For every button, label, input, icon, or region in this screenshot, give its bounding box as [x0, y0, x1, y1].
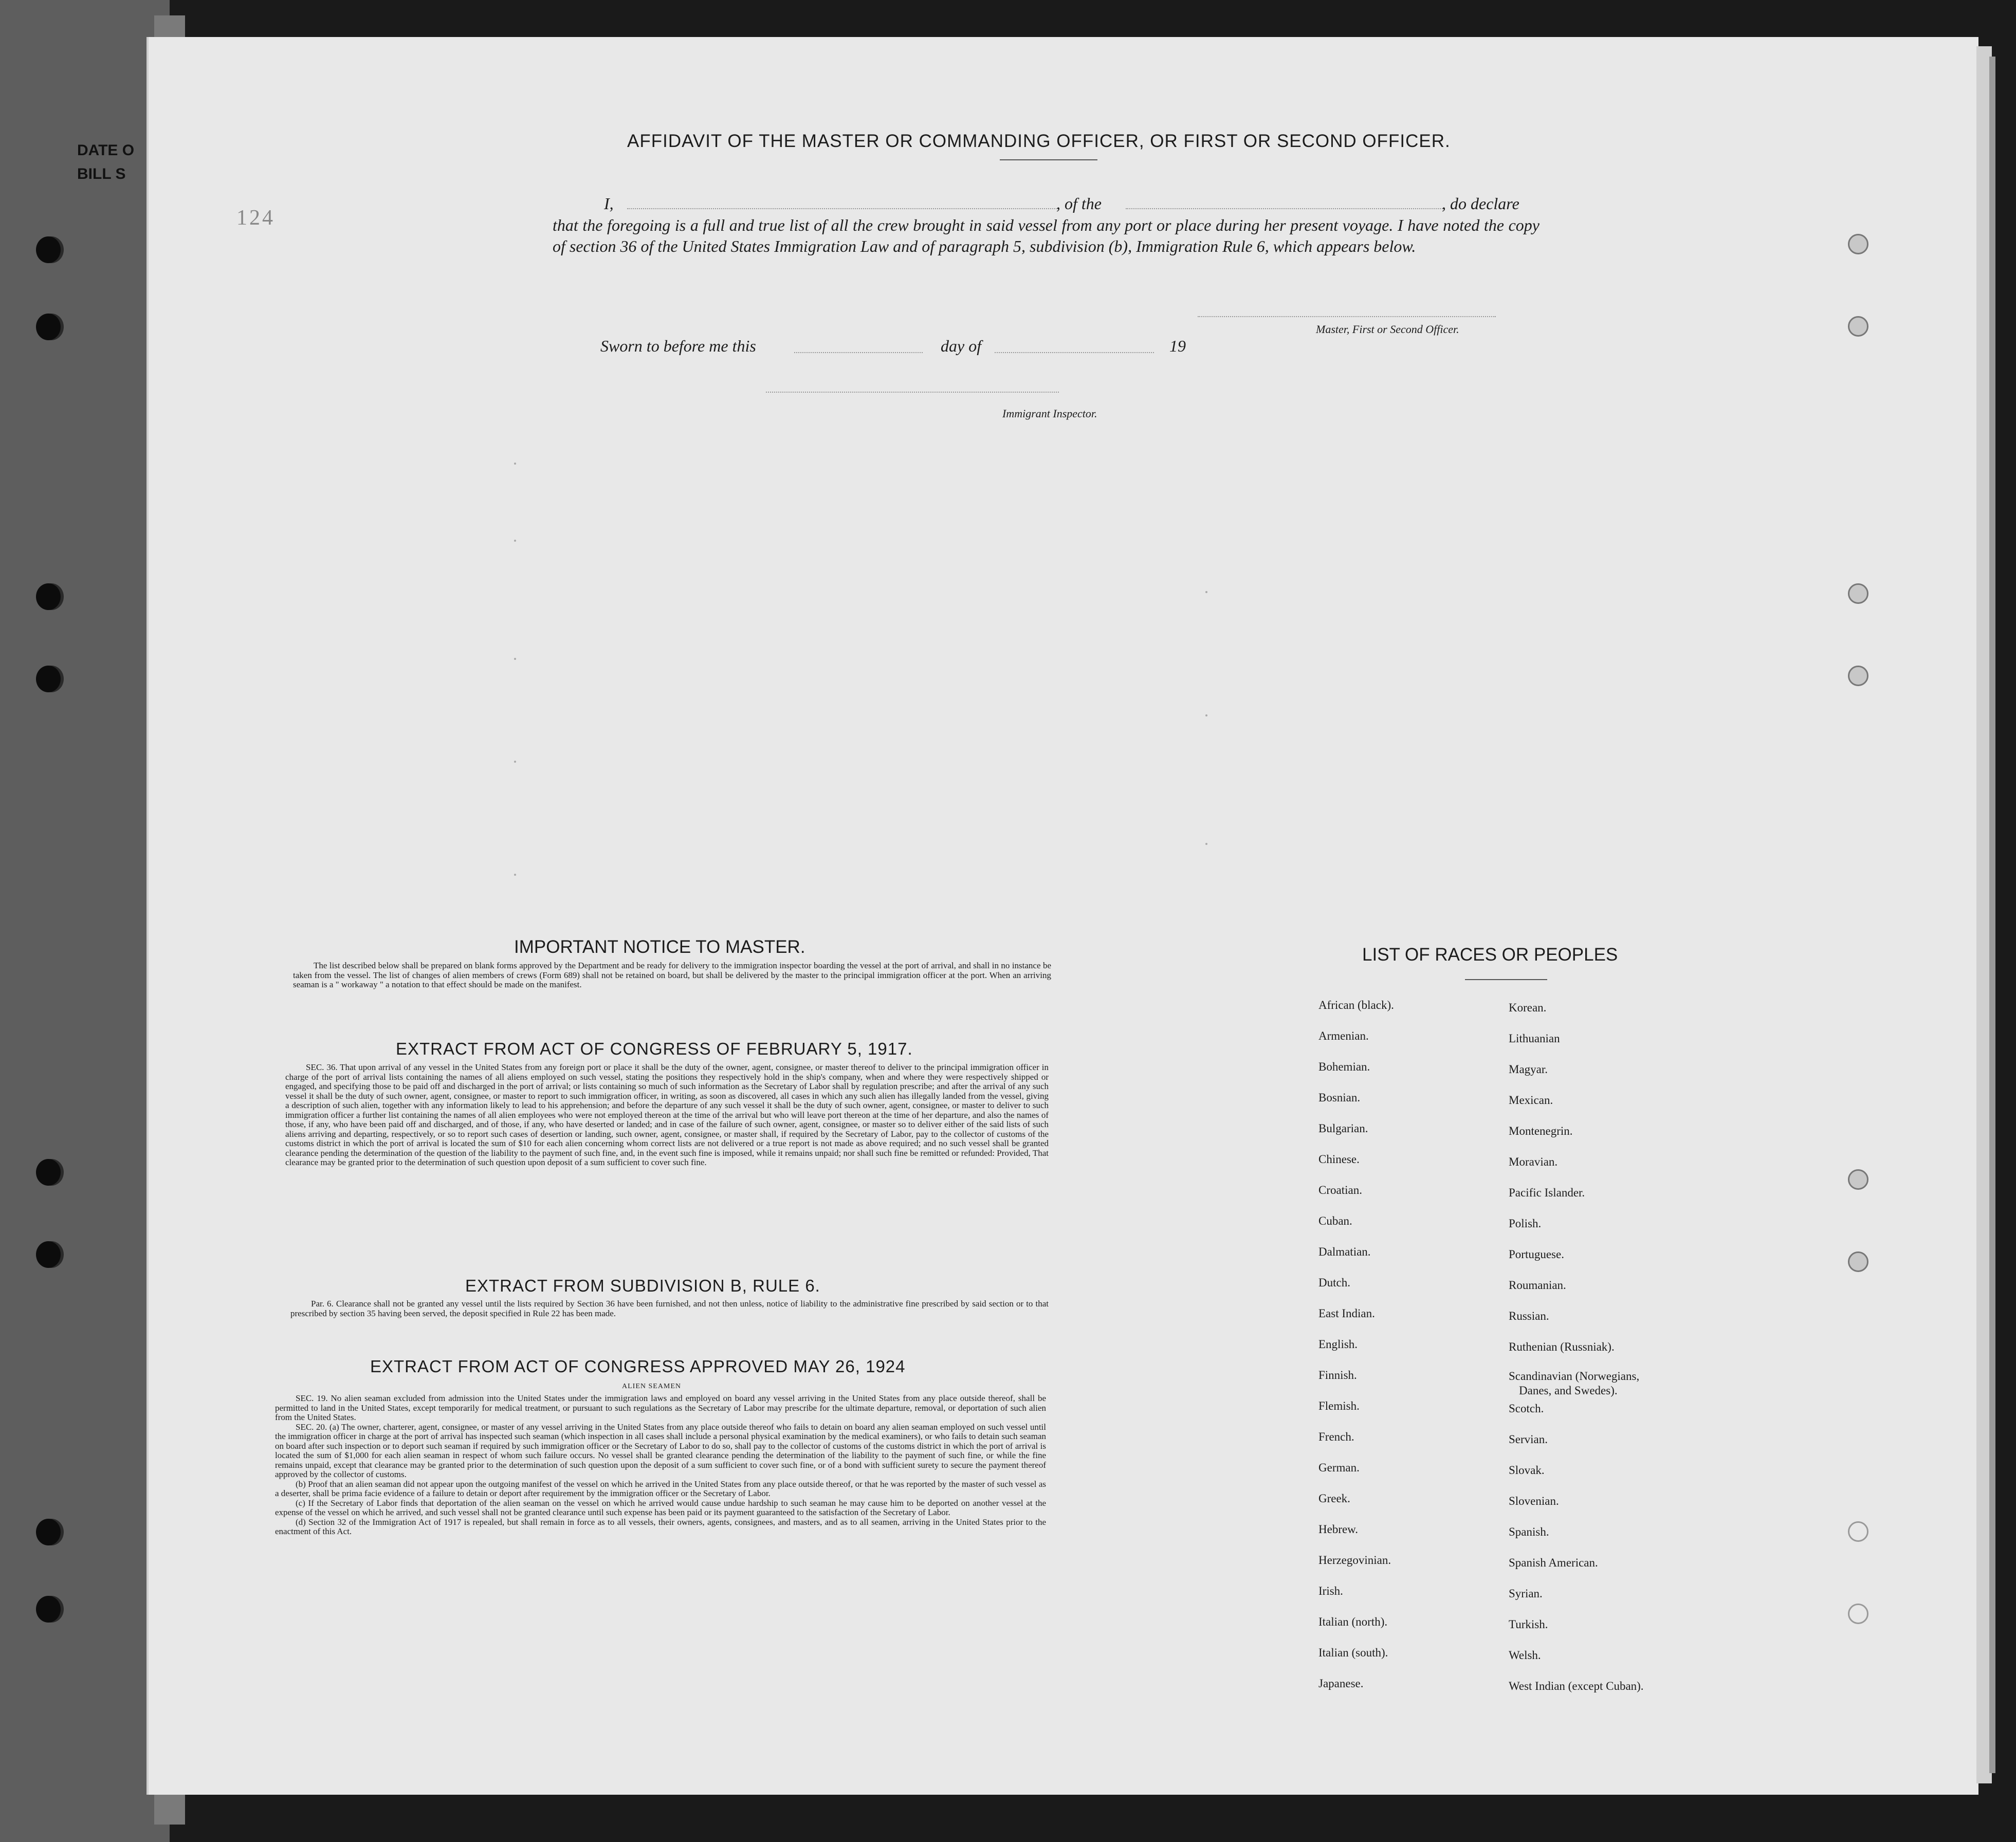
- punch-ring: [1848, 666, 1868, 686]
- vessel-name-field[interactable]: [1126, 208, 1444, 209]
- notice-title: IMPORTANT NOTICE TO MASTER.: [514, 937, 805, 957]
- race-item: Flemish.: [1318, 1399, 1360, 1412]
- race-item: Magyar.: [1509, 1063, 1548, 1076]
- notice-text: [293, 961, 1051, 990]
- races-rule: [1465, 979, 1547, 980]
- race-item: Polish.: [1509, 1217, 1542, 1230]
- sworn-label: Sworn to before me this: [600, 337, 756, 355]
- race-item: Italian (south).: [1318, 1646, 1388, 1659]
- race-item: French.: [1318, 1430, 1354, 1443]
- binder-hole: [36, 1519, 61, 1545]
- binder-backing: [0, 0, 170, 1842]
- race-item: Roumanian.: [1509, 1279, 1566, 1292]
- race-item: West Indian (except Cuban).: [1509, 1680, 1644, 1692]
- section-19-paragraph: SEC. 19. No alien seaman excluded from admission into the United States under the immigration laws and employed on board any vessel arriving in the United States from any place outside thereof, shall be permitted to land in the United States, except temporarily for medical treatment, or pursuant to such regulations as the Secretary of Labor may prescribe for the ultimate departure, removal, or deportation of such alien from the United States.: [275, 1393, 1046, 1422]
- extract-1917-title: EXTRACT FROM ACT OF CONGRESS OF FEBRUARY 5, 1917.: [396, 1039, 913, 1058]
- race-item: Chinese.: [1318, 1153, 1360, 1166]
- extract-1924-text: [275, 1394, 1046, 1537]
- race-item: East Indian.: [1318, 1307, 1375, 1320]
- binder-hole: [36, 236, 61, 263]
- race-item: Moravian.: [1509, 1155, 1558, 1168]
- rule6-paragraph: Par. 6. Clearance shall not be granted any vessel until the lists required by Section 36 have been furnished, and not then unless, notice of liability to the administrative fine prescribed by said section or to that prescribed by section 35 having been served, the deposit specified in Rule 22 has been made.: [290, 1299, 1049, 1318]
- punch-ring: [1848, 234, 1868, 254]
- extract-rule6-text: [290, 1299, 1049, 1318]
- section-36-paragraph: SEC. 36. That upon arrival of any vessel in the United States from any foreign port or place it shall be the duty of the owner, agent, consignee, or master thereof to deliver to the principal immigration officer in charge of the port of arrival lists containing the names of all aliens employed on such vessel, stating the positions they respectively hold in the ship's company, when and where they were respectively shipped or engaged, and specifying those to be paid off and discharged in the port of arrival; or lists containing so much of such information as the Secretary of Labor shall by regulation prescribe; and after the arrival of any such vessel it shall be the duty of such owner, agent, consignee, or master to report to such immigration officer, in writing, as soon as discovered, all cases in which any such alien has illegally landed from the vessel, giving a description of such alien, together with any information likely to lead to his apprehension; and before the departure of any such vessel it shall be the duty of such owner, agent, consignee, or master to deliver to such immigration officer a further list containing the names of all alien employees who were not employed thereon at the time of the arrival but who will leave port thereon at the time of her departure, and also the names of those, if any, who have been paid off and discharged, and of those, if any, who have deserted or landed; and in case of the failure of such owner, agent, consignee, or master so to deliver either of the said lists of such aliens arriving and departing, respectively, or so to report such cases of desertion or landing, such owner, agent, consignee, or master shall, if required by the Secretary of Labor, pay to the collector of customs of the customs district in which the port of arrival is located the sum of $10 for each alien concerning whom correct lists are not delivered or a true report is not made as above required; and no such vessel shall be granted clearance pending the determination of the question of the liability to the payment of such fine, and, in the event such fine is imposed, while it remains unpaid; nor shall such fine be remitted or refunded: Provided, That clearance may be granted prior to the determination of such question upon deposit of a sum sufficient to cover such fine.: [285, 1062, 1049, 1167]
- year-label: 19: [1169, 337, 1186, 355]
- race-item: Welsh.: [1509, 1649, 1541, 1662]
- binder-hole: [36, 1159, 61, 1186]
- race-item: Lithuanian: [1509, 1032, 1560, 1045]
- race-item: Bohemian.: [1318, 1060, 1370, 1073]
- punch-ring: [1848, 1169, 1868, 1190]
- race-item: Scandinavian (Norwegians,: [1509, 1370, 1640, 1383]
- race-item: Russian.: [1509, 1310, 1549, 1322]
- inspector-signature-field[interactable]: [766, 392, 1059, 393]
- affidavit-title: AFFIDAVIT OF THE MASTER OR COMMANDING OFFICER, OR FIRST OR SECOND OFFICER.: [627, 131, 1451, 151]
- race-item: Finnish.: [1318, 1369, 1357, 1382]
- race-item: Greek.: [1318, 1492, 1350, 1505]
- race-item: Scotch.: [1509, 1402, 1544, 1415]
- race-item: Slovak.: [1509, 1464, 1545, 1477]
- extract-1924-title: EXTRACT FROM ACT OF CONGRESS APPROVED MAY 26, 1924: [370, 1357, 906, 1376]
- race-item: Portuguese.: [1509, 1248, 1564, 1261]
- race-item: Montenegrin.: [1509, 1125, 1573, 1137]
- race-item: Croatian.: [1318, 1184, 1362, 1196]
- extract-1917-text: [285, 1063, 1049, 1168]
- race-item: Italian (north).: [1318, 1615, 1388, 1628]
- race-item: Slovenian.: [1509, 1495, 1559, 1507]
- race-item: Bosnian.: [1318, 1091, 1361, 1104]
- race-item: Dalmatian.: [1318, 1245, 1371, 1258]
- race-item: Hebrew.: [1318, 1523, 1359, 1536]
- master-signature-label: Master, First or Second Officer.: [1316, 323, 1459, 336]
- faint-page-number: 124: [236, 206, 275, 230]
- affidavit-statement: that the foregoing is a full and true list of all the crew brought in said vessel from any port or place during her present voyage. I have noted the copy of section 36 of the United States Immigration Law and of paragraph 5, subdivision (b), Immigration Rule 6, which appears below.: [553, 216, 1540, 255]
- race-item: Irish.: [1318, 1585, 1343, 1597]
- punch-ring: [1848, 583, 1868, 604]
- race-item: Bulgarian.: [1318, 1122, 1368, 1135]
- punch-ring: [1848, 316, 1868, 337]
- sworn-day-field[interactable]: [794, 352, 923, 353]
- declare-label: , do declare: [1442, 194, 1519, 213]
- race-item: Danes, and Swedes).: [1519, 1384, 1618, 1397]
- race-item: Servian.: [1509, 1433, 1548, 1446]
- stamp-line-3: BILL S: [77, 165, 126, 182]
- date-stamp: [77, 139, 134, 186]
- section-20a-paragraph: SEC. 20. (a) The owner, charterer, agent, consignee, or master of any vessel arriving in the United States from any place outside thereof who fails to detain on board any alien seaman employed on such vessel until the immigration officer in charge at the port of arrival has inspected such seaman (which inspection in all cases shall include a personal physical examination by the medical examiners), or who fails to detain such seaman on board after such inspection or to deport such seaman if required by such immigration officer or the Secretary of Labor to do so, shall pay to the collector of customs of the customs district in which the port of arrival is located the sum of $1,000 for each alien seaman in respect of whom such failure occurs. No vessel shall be granted clearance pending the determination of the liability to the payment of such fine, or while the fine remains unpaid, except that clearance may be granted prior to the determination of such question upon the deposit of a sum sufficient to cover such fine, or of a bond with sufficient surety to secure the payment thereof approved by the collector of customs.: [275, 1422, 1046, 1479]
- master-signature-field[interactable]: [1198, 316, 1496, 317]
- title-rule: [1000, 159, 1097, 160]
- race-item: English.: [1318, 1338, 1358, 1351]
- race-item: Cuban.: [1318, 1214, 1352, 1227]
- sworn-month-field[interactable]: [995, 352, 1154, 353]
- race-item: Armenian.: [1318, 1029, 1369, 1042]
- races-title: LIST OF RACES OR PEOPLES: [1362, 945, 1618, 965]
- binder-hole: [36, 314, 61, 340]
- extract-1924-subtitle: ALIEN SEAMEN: [622, 1383, 682, 1390]
- section-20b-paragraph: (b) Proof that an alien seaman did not appear upon the outgoing manifest of the vessel on which he arrived in the United States from any place outside thereof, or that he was reported by the master of such vessel as a deserter, shall be prima facie evidence of a failure to detain or deport after requirement by the immigration officer or the Secretary of Labor.: [275, 1479, 1046, 1498]
- declarant-label: I,: [604, 194, 614, 213]
- race-item: Dutch.: [1318, 1276, 1350, 1289]
- binder-hole: [36, 1596, 61, 1623]
- punch-ring: [1848, 1251, 1868, 1272]
- punch-ring: [1848, 1521, 1868, 1542]
- notice-paragraph: The list described below shall be prepared on blank forms approved by the Department and be ready for delivery to the immigration inspector boarding the vessel at the port of arrival, and shall in no instance be taken from the vessel. The list of changes of alien members of crews (Form 689) shall not be retained on board, but shall be delivered by the master to the principal immigration officer at the port. When an arriving seaman is a " workaway " a notation to that effect should be made on the manifest.: [293, 961, 1051, 989]
- page-stack-shadow: [1989, 57, 1995, 1773]
- race-item: Turkish.: [1509, 1618, 1548, 1631]
- section-20c-paragraph: (c) If the Secretary of Labor finds that deportation of the alien seaman on the vessel on which he arrived would cause undue hardship to such seaman he may cause him to be deported on another vessel at the expense of the vessel on which he arrived, and such vessel shall not be granted clearance until such expense has been paid or its payment guaranteed to the satisfaction of the Secretary of Labor.: [275, 1498, 1046, 1517]
- of-the-label: , of the: [1056, 194, 1102, 213]
- extract-rule6-title: EXTRACT FROM SUBDIVISION B, RULE 6.: [465, 1276, 820, 1295]
- race-item: German.: [1318, 1461, 1360, 1474]
- binder-hole: [36, 583, 61, 610]
- punch-ring: [1848, 1604, 1868, 1624]
- race-item: Japanese.: [1318, 1677, 1364, 1690]
- race-item: Spanish American.: [1509, 1556, 1598, 1569]
- race-item: Korean.: [1509, 1001, 1547, 1014]
- day-of-label: day of: [941, 337, 982, 355]
- stamp-line-1: DATE O: [77, 142, 135, 159]
- section-20d-paragraph: (d) Section 32 of the Immigration Act of 1917 is repealed, but shall remain in force as to all vessels, their owners, agents, consignees, and masters, and as to all seamen, arriving in the United States prior to the enactment of this Act.: [275, 1517, 1046, 1536]
- inspector-signature-label: Immigrant Inspector.: [1002, 407, 1097, 420]
- declarant-name-field[interactable]: [627, 208, 1059, 209]
- race-item: Spanish.: [1509, 1525, 1549, 1538]
- race-item: Syrian.: [1509, 1587, 1543, 1600]
- race-item: Ruthenian (Russniak).: [1509, 1340, 1615, 1353]
- race-item: Mexican.: [1509, 1094, 1553, 1107]
- race-item: Pacific Islander.: [1509, 1186, 1585, 1199]
- binder-hole: [36, 1241, 61, 1268]
- race-item: Herzegovinian.: [1318, 1554, 1391, 1567]
- race-item: African (black).: [1318, 999, 1394, 1011]
- binder-hole: [36, 666, 61, 692]
